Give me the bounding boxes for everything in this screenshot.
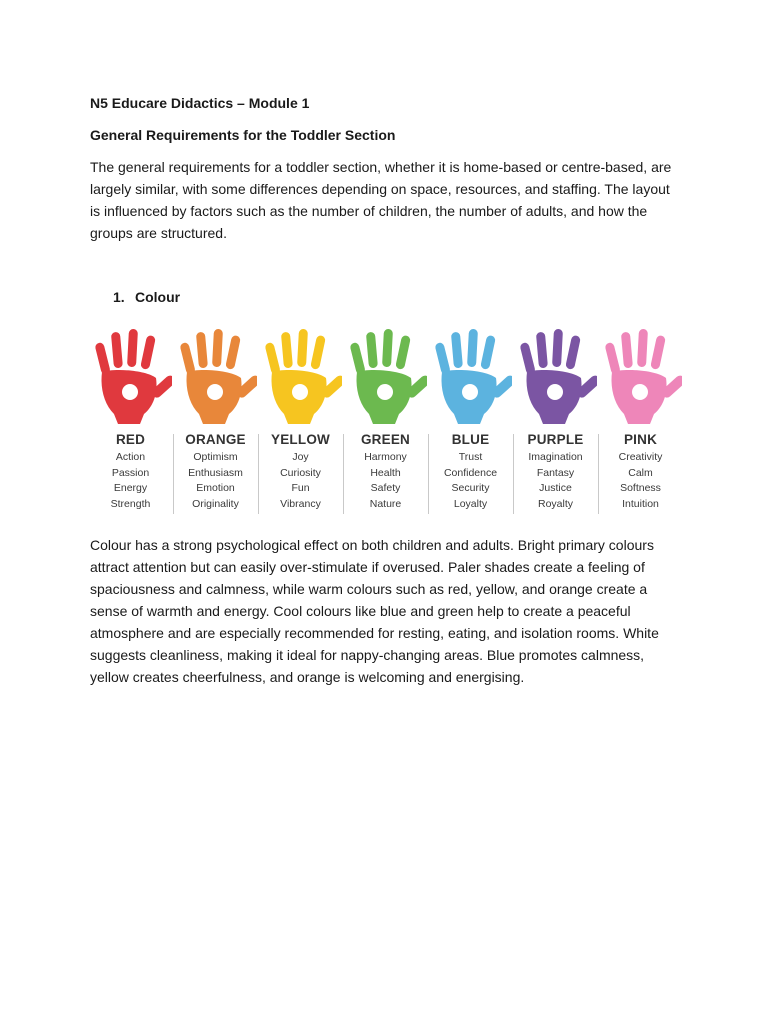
- colour-attribute: Emotion: [196, 482, 235, 494]
- colour-attribute: Nature: [369, 497, 402, 510]
- colour-attribute: Curiosity: [280, 466, 321, 479]
- colour-attribute: Strength: [110, 497, 151, 510]
- colour-attribute: Health: [370, 466, 401, 479]
- colour-attribute: Justice: [539, 482, 572, 494]
- list-number: 1.: [113, 289, 125, 305]
- colour-attribute: Royalty: [537, 497, 573, 510]
- colour-attribute: Energy: [113, 482, 148, 494]
- list-heading-label: Colour: [135, 289, 181, 305]
- colour-column-pink: [598, 328, 683, 518]
- colour-attribute: Imagination: [528, 451, 583, 463]
- colour-attribute: Intuition: [622, 497, 659, 510]
- colour-name: BLUE: [451, 432, 490, 447]
- colour-column-purple: [513, 328, 598, 518]
- colour-name: PINK: [623, 432, 658, 447]
- colour-name: GREEN: [360, 432, 410, 447]
- colour-attribute: Joy: [292, 451, 309, 463]
- colour-column-blue: [428, 328, 513, 518]
- colour-attributes: [513, 450, 598, 512]
- colour-attribute: Fun: [291, 482, 310, 494]
- colour-attribute: Softness: [620, 482, 661, 494]
- colour-column-red: [88, 328, 173, 518]
- colour-attributes: [173, 450, 258, 512]
- handprint-icon: [430, 328, 512, 426]
- colour-attribute: Fantasy: [536, 466, 575, 479]
- colour-attribute: Passion: [111, 466, 150, 479]
- colour-attributes: [88, 450, 173, 512]
- colour-attribute: Optimism: [193, 451, 238, 463]
- colour-name: RED: [115, 432, 146, 447]
- colour-attribute: Calm: [628, 466, 653, 479]
- colour-attribute: Enthusiasm: [188, 466, 243, 479]
- handprint-icon: [345, 328, 427, 426]
- colour-body-paragraph: Colour has a strong psychological effect on both children and adults. Bright primary colours attract attention but can easily over-stimulate if overused. Paler shades create a feeling of spaciousness and calmness, while warm colours such as red, yellow, and orange create a sense of warmth and energy. Cool colours like blue and green help to create a peaceful atmosphere and are especially recommended for resting, eating, and isolation rooms. White suggests cleanliness, making it ideal for nappy-changing areas. Blue promotes calmness, yellow creates cheerfulness, and orange is welcoming and energising.: [90, 537, 659, 685]
- colour-name: ORANGE: [185, 432, 246, 447]
- handprint-icon: [175, 328, 257, 426]
- colour-attributes: [598, 450, 683, 512]
- colour-attribute: Originality: [192, 497, 239, 510]
- handprint-icon: [260, 328, 342, 426]
- section-heading: General Requirements for the Toddler Section: [90, 127, 396, 143]
- list-heading-colour: [113, 288, 180, 306]
- colour-column-yellow: [258, 328, 343, 518]
- colour-column-orange: [173, 328, 258, 518]
- handprint-icon: [90, 328, 172, 426]
- colour-column-green: [343, 328, 428, 518]
- colour-attribute: Confidence: [443, 466, 498, 479]
- colour-attribute: Creativity: [618, 451, 663, 463]
- handprint-icon: [515, 328, 597, 426]
- colour-attribute: Vibrancy: [280, 497, 321, 510]
- colour-attribute: Safety: [370, 482, 401, 494]
- document-title: N5 Educare Didactics – Module 1: [90, 95, 310, 111]
- colour-name: YELLOW: [271, 432, 330, 447]
- colour-handprints-infographic: [88, 328, 684, 518]
- colour-attributes: [343, 450, 428, 512]
- colour-attribute: Harmony: [364, 451, 407, 463]
- colour-attribute: Security: [451, 482, 490, 494]
- colour-attribute: Action: [115, 451, 146, 463]
- colour-attribute: Loyalty: [453, 497, 488, 510]
- colour-name: PURPLE: [527, 432, 584, 447]
- colour-attributes: [428, 450, 513, 512]
- colour-attribute: Trust: [458, 451, 483, 463]
- handprint-icon: [600, 328, 682, 426]
- intro-paragraph: The general requirements for a toddler section, whether it is home-based or centre-based, are largely similar, with some differences depending on space, resources, and staffing. The layout is influenced by factors such as the number of children, the number of adults, and how the groups are structured.: [90, 159, 672, 241]
- colour-attributes: [258, 450, 343, 512]
